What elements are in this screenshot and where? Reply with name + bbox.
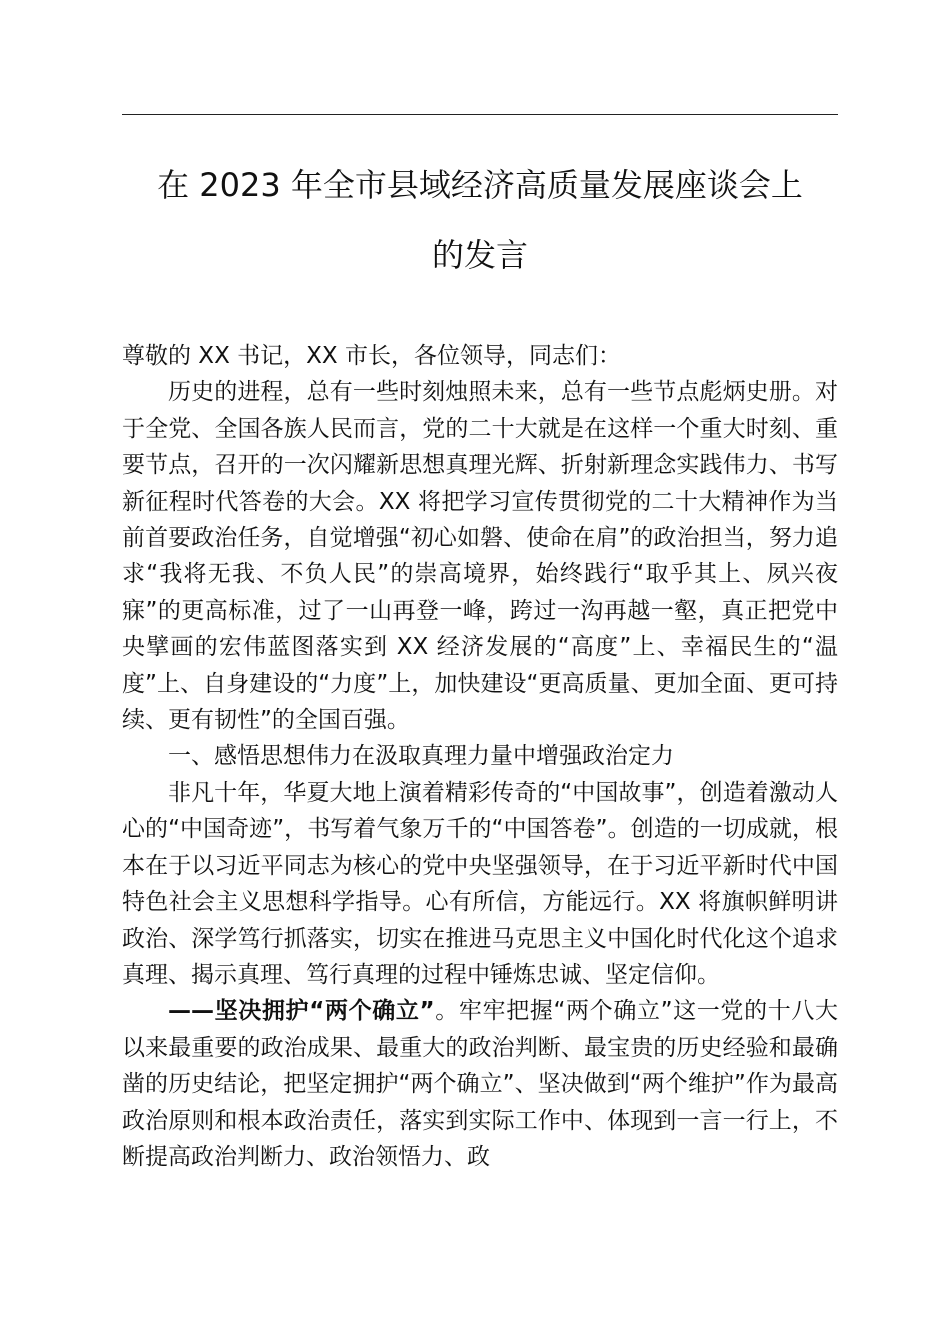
title-line-2: 的发言 bbox=[431, 236, 528, 274]
paragraph-intro: 历史的进程，总有一些时刻烛照未来，总有一些节点彪炳史册。对于全党、全国各族人民而言，党的二十大就是在这样一个重大时刻、重要节点，召开的一次闪耀新思想真理光辉、折射新理念实践伟力、书写新征程时代答卷的大会。XX 将把学习宣传贯彻党的二十大精神作为当前首要政治任务，自觉增强“初心如磐、使命在肩”的政治担当，努力追求“我将无我、不负人民”的崇高境界，始终践行“取乎其上、夙兴夜寐”的更高标准，过了一山再登一峰，跨过一沟再越一壑，真正把党中央擘画的宏伟蓝图落实到 XX 经济发展的“高度”上、幸福民生的“温度”上、自身建设的“力度”上，加快建设“更高质量、更加全面、更可持续、更有韧性”的全国百强。 bbox=[122, 379, 838, 734]
paragraph-continuation: 。牢牢把握“两个确立”这一党的十八大以来最重要的政治成果、最重大的政治判断、最宝贵的历史经验和最确凿的历史结论，把坚定拥护“两个确立”、坚决做到“两个维护”作为最高政治原则和根本政治责任，落实到实际工作中、体现到一言一行上，不断提高政治判断力、政治领悟力、政 bbox=[122, 998, 838, 1170]
paragraph-two-establishments bbox=[122, 993, 838, 1175]
title-line-1: 在 2023 年全市县域经济高质量发展座谈会上 bbox=[157, 166, 803, 204]
document-title bbox=[122, 150, 838, 290]
paragraph-lead-bold: ——坚决拥护“两个确立” bbox=[168, 998, 435, 1025]
header-rule bbox=[122, 114, 838, 115]
section-heading-1: 一、感悟思想伟力在汲取真理力量中增强政治定力 bbox=[168, 743, 674, 770]
paragraph-section-1: 非凡十年，华夏大地上演着精彩传奇的“中国故事”，创造着激动人心的“中国奇迹”，书写着气象万千的“中国答卷”。创造的一切成就，根本在于以习近平同志为核心的党中央坚强领导，在于习近平新时代中国特色社会主义思想科学指导。心有所信，方能远行。XX 将旗帜鲜明讲政治、深学笃行抓落实，切实在推进马克思主义中国化时代化这个追求真理、揭示真理、笃行真理的过程中锤炼忠诚、坚定信仰。 bbox=[122, 779, 838, 988]
document-body bbox=[122, 338, 838, 1175]
salutation: 尊敬的 XX 书记，XX 市长，各位领导，同志们： bbox=[122, 343, 621, 369]
